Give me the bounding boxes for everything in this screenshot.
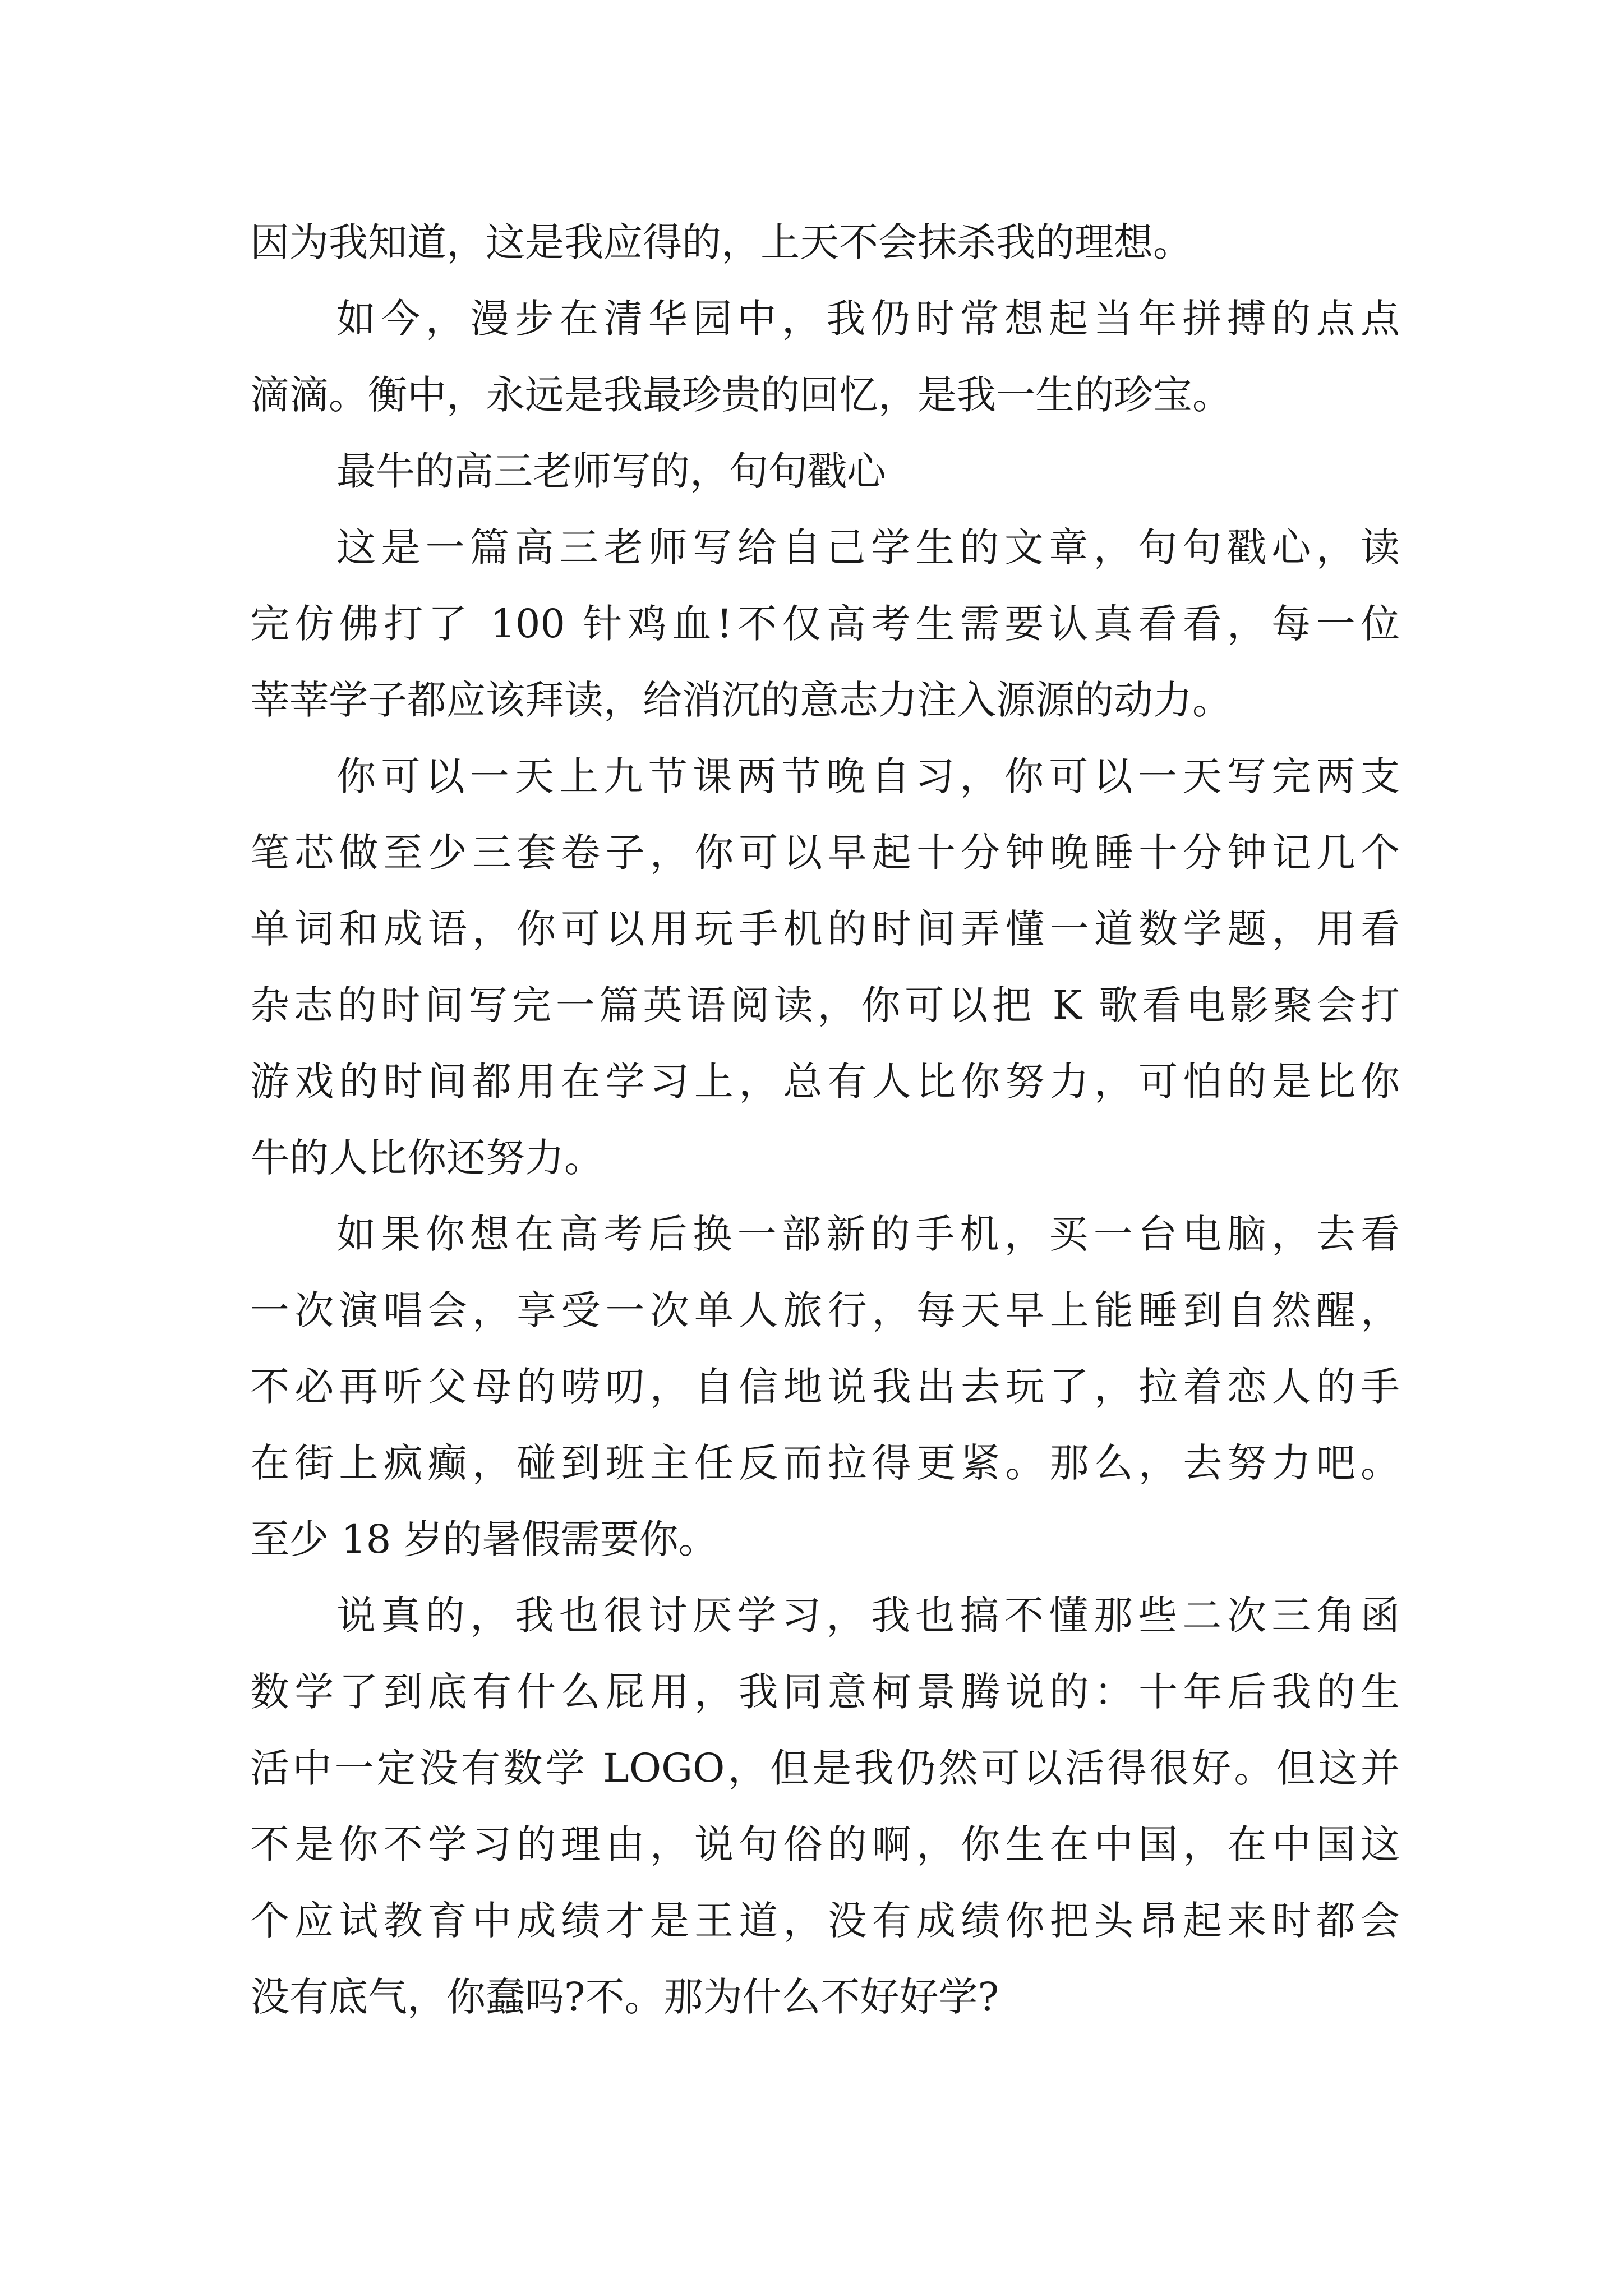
- text-line: 牛的人比你还努力。: [250, 1135, 603, 1181]
- text-line: 一次演唱会，享受一次单人旅行，每天早上能睡到自然醒，: [250, 1287, 1400, 1333]
- document-body: [250, 215, 1400, 2046]
- text-line: 如今，漫步在清华园中，我仍时常想起当年拼搏的点点: [336, 296, 1400, 342]
- text-line: 如果你想在高考后换一部新的手机，买一台电脑，去看: [336, 1211, 1400, 1257]
- text-line: 活中一定没有数学 LOGO，但是我仍然可以活得很好。但这并: [250, 1745, 1400, 1791]
- text-line: 这是一篇高三老师写给自己学生的文章，句句戳心，读: [336, 524, 1400, 570]
- text-line: 因为我知道，这是我应得的，上天不会抹杀我的理想。: [250, 219, 1192, 265]
- paragraph: [250, 749, 1400, 1207]
- text-line: 完仿佛打了 100 针鸡血!不仅高考生需要认真看看，每一位: [250, 601, 1400, 647]
- paragraph: [250, 215, 1400, 292]
- text-line: 笔芯做至少三套卷子，你可以早起十分钟晚睡十分钟记几个: [250, 830, 1400, 876]
- text-line: 杂志的时间写完一篇英语阅读，你可以把 K 歌看电影聚会打: [250, 982, 1400, 1028]
- paragraph: [250, 292, 1400, 444]
- text-line: 没有底气，你蠢吗?不。那为什么不好好学?: [250, 1974, 999, 2020]
- text-line: 滴滴。衡中，永远是我最珍贵的回忆，是我一生的珍宝。: [250, 372, 1232, 418]
- text-line: 游戏的时间都用在学习上，总有人比你努力，可怕的是比你: [250, 1059, 1400, 1105]
- text-line: 不是你不学习的理由，说句俗的啊，你生在中国，在中国这: [250, 1821, 1400, 1867]
- paragraph: [250, 444, 1400, 521]
- paragraph: [250, 1589, 1400, 2046]
- text-line: 至少 18 岁的暑假需要你。: [250, 1516, 718, 1562]
- paragraph: [250, 521, 1400, 749]
- text-line: 最牛的高三老师写的，句句戳心: [336, 448, 886, 494]
- text-line: 个应试教育中成绩才是王道，没有成绩你把头昂起来时都会: [250, 1898, 1400, 1944]
- text-line: 在街上疯癫，碰到班主任反而拉得更紧。那么，去努力吧。: [250, 1440, 1400, 1486]
- text-line: 单词和成语，你可以用玩手机的时间弄懂一道数学题，用看: [250, 906, 1400, 952]
- text-line: 莘莘学子都应该拜读，给消沉的意志力注入源源的动力。: [250, 677, 1232, 723]
- text-line: 数学了到底有什么屁用，我同意柯景腾说的：十年后我的生: [250, 1669, 1400, 1715]
- text-line: 不必再听父母的唠叨，自信地说我出去玩了，拉着恋人的手: [250, 1364, 1400, 1410]
- text-line: 说真的，我也很讨厌学习，我也搞不懂那些二次三角函: [336, 1593, 1400, 1639]
- text-line: 你可以一天上九节课两节晚自习，你可以一天写完两支: [336, 753, 1400, 799]
- paragraph: [250, 1207, 1400, 1589]
